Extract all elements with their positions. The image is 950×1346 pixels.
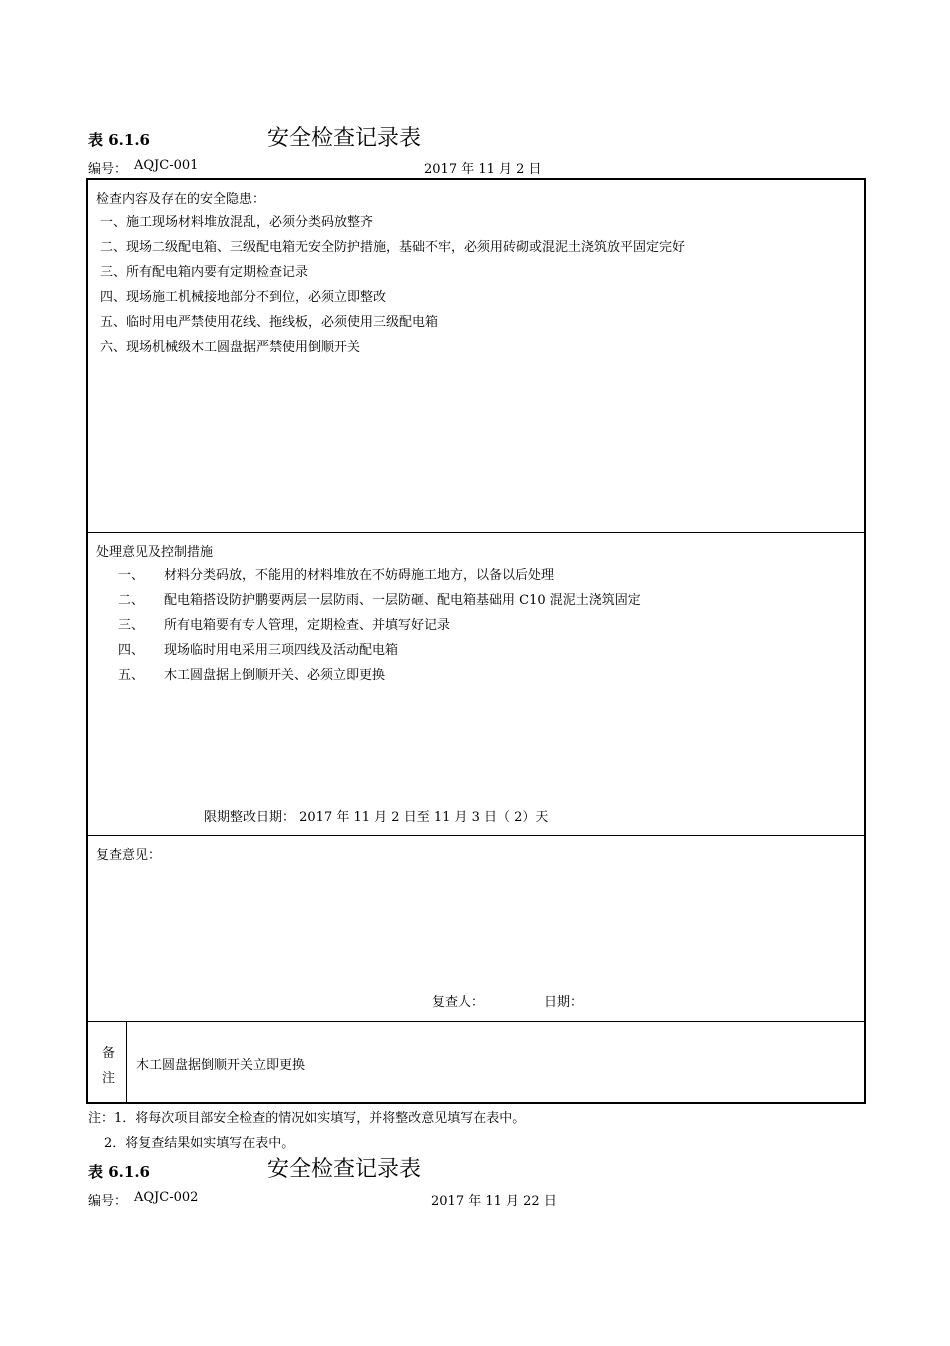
- check-date: 2017 年 11 月 2 日: [424, 162, 542, 177]
- inspection-table: [86, 178, 866, 1104]
- remarks-label-cell: [88, 1022, 127, 1102]
- code-label: 编号：: [88, 162, 128, 177]
- hazard-item: 一、施工现场材料堆放混乱，必须分类码放整齐: [100, 215, 374, 230]
- form-title: 安全检查记录表: [267, 126, 422, 151]
- measure-number: 五、: [118, 668, 145, 683]
- measure-number: 三、: [118, 618, 145, 633]
- measure-item: 现场临时用电采用三项四线及活动配电箱: [164, 643, 399, 658]
- note-line: 注：1．将每次项目部安全检查的情况如实填写，并将整改意见填写在表中。: [88, 1111, 526, 1126]
- hazard-item: 六、现场机械级木工圆盘据严禁使用倒顺开关: [100, 340, 361, 355]
- code-value: AQJC-001: [134, 158, 199, 173]
- hazards-section: [88, 180, 864, 533]
- reviewer-label: 复查人：: [432, 995, 485, 1010]
- form-title: 安全检查记录表: [267, 1157, 422, 1182]
- note-line: 2．将复查结果如实填写在表中。: [104, 1136, 295, 1151]
- measures-section: [88, 533, 864, 836]
- code-label: 编号：: [88, 1194, 128, 1209]
- hazards-heading: 检查内容及存在的安全隐患：: [96, 192, 266, 207]
- measure-item: 配电箱搭设防护鹏要两层一层防雨、一层防砸、配电箱基础用 C10 混泥土浇筑固定: [164, 593, 641, 608]
- code-value: AQJC-002: [134, 1190, 199, 1205]
- review-section: [88, 836, 864, 1022]
- rectification-deadline: 限期整改日期： 2017 年 11 月 2 日至 11 月 3 日（ 2）天: [204, 810, 549, 825]
- review-heading: 复查意见：: [96, 848, 162, 863]
- hazard-item: 五、临时用电严禁使用花线、拖线板，必须使用三级配电箱: [100, 315, 439, 330]
- remarks-text: 木工圆盘据倒顺开关立即更换: [136, 1058, 306, 1073]
- hazard-item: 三、所有配电箱内要有定期检查记录: [100, 265, 309, 280]
- measure-number: 四、: [118, 643, 145, 658]
- remarks-section: [88, 1022, 864, 1102]
- hazard-item: 二、现场二级配电箱、三级配电箱无安全防护措施，基础不牢，必须用砖砌或混泥土浇筑放平固定完好: [100, 240, 686, 255]
- check-date: 2017 年 11 月 22 日: [431, 1194, 557, 1209]
- table-label: 表 6.1.6: [88, 131, 150, 149]
- review-date-label: 日期：: [544, 995, 584, 1010]
- measures-heading: 处理意见及控制措施: [96, 545, 214, 560]
- measure-item: 木工圆盘据上倒顺开关、必须立即更换: [164, 668, 386, 683]
- remarks-label-char: 备: [102, 1046, 116, 1061]
- measure-item: 材料分类码放，不能用的材料堆放在不妨碍施工地方，以备以后处理: [164, 568, 555, 583]
- measure-number: 一、: [118, 568, 145, 583]
- measure-number: 二、: [118, 593, 145, 608]
- hazard-item: 四、现场施工机械接地部分不到位，必须立即整改: [100, 290, 387, 305]
- measure-item: 所有电箱要有专人管理，定期检查、并填写好记录: [164, 618, 451, 633]
- remarks-label-char: 注: [102, 1071, 116, 1086]
- table-label: 表 6.1.6: [88, 1163, 150, 1181]
